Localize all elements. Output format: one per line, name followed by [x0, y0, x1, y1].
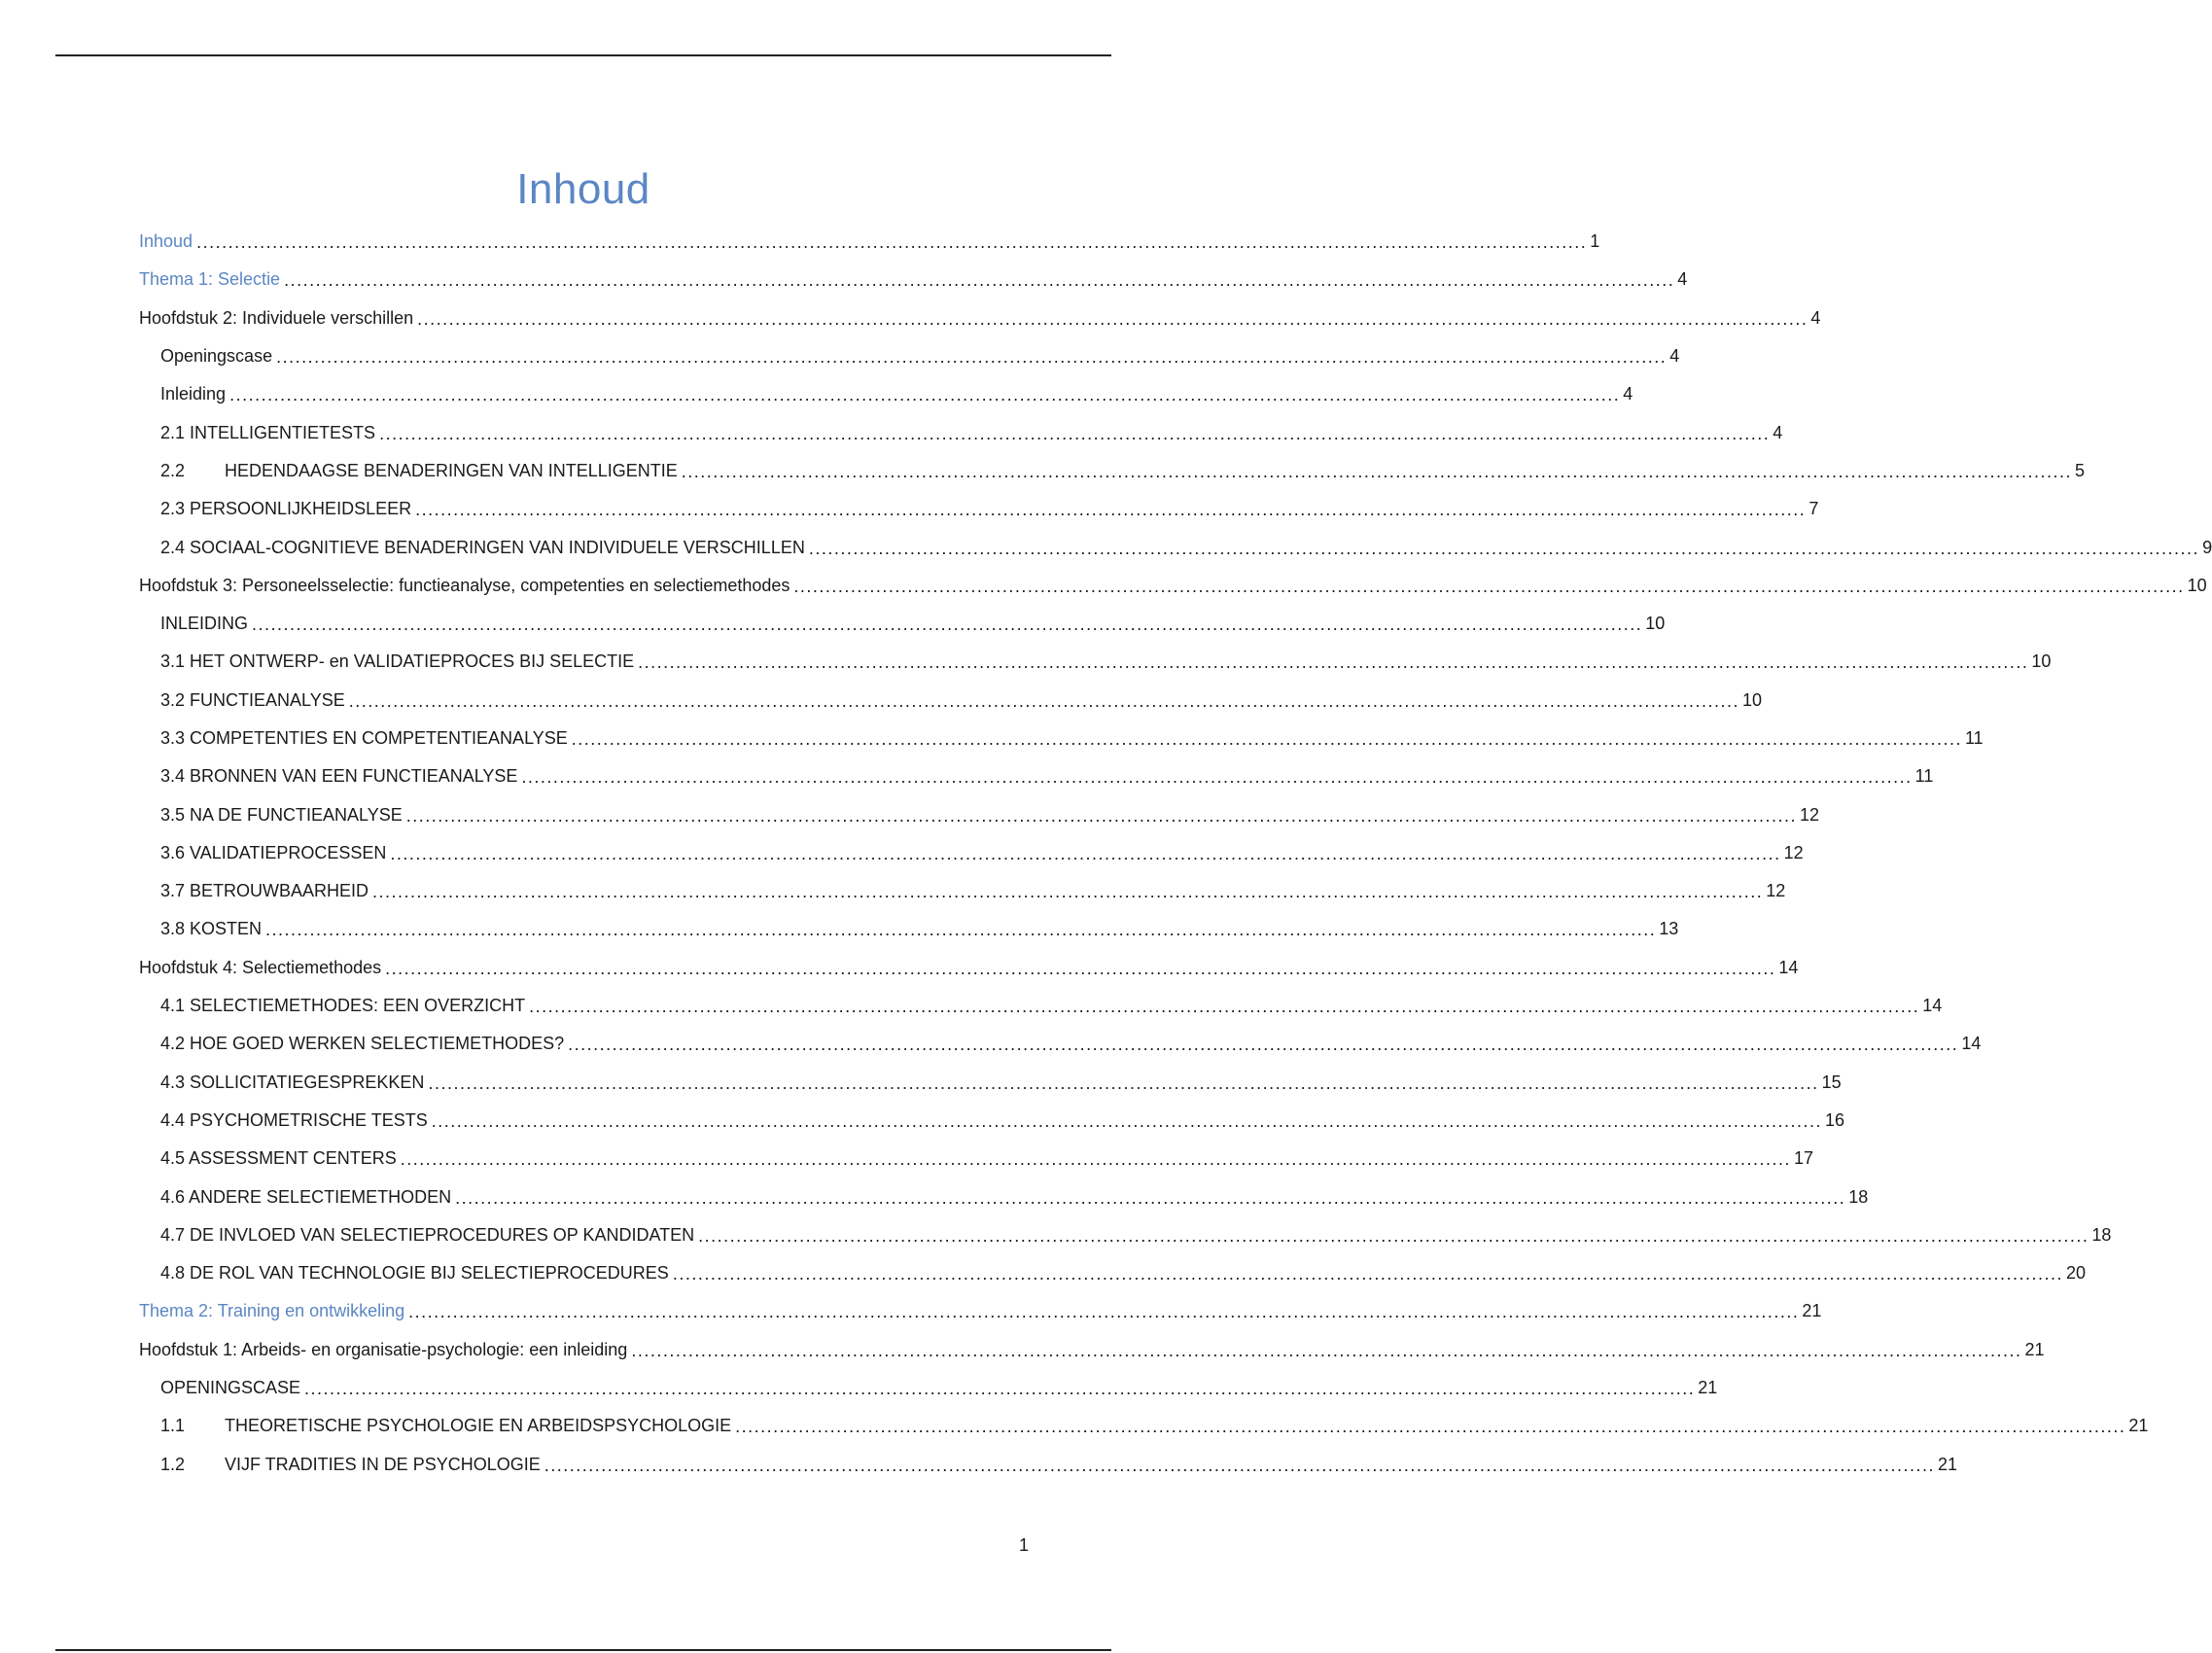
- toc-entry-text: THEORETISCHE PSYCHOLOGIE EN ARBEIDSPSYCHOLOGIE: [225, 1416, 732, 1436]
- toc-entry[interactable]: [139, 720, 1984, 757]
- toc-entry-text: Hoofdstuk 2: Individuele verschillen: [139, 307, 414, 328]
- toc-entry-label: [160, 651, 634, 672]
- toc-entry[interactable]: [139, 261, 1688, 299]
- toc-entry-page: 21: [2128, 1416, 2149, 1436]
- dot-leader: ............................................................................................................................................................................................................................: [631, 1340, 2022, 1360]
- toc-entry[interactable]: [139, 643, 2052, 681]
- toc-entry-text: 4.1 SELECTIEMETHODES: EEN OVERZICHT: [160, 996, 526, 1016]
- dot-leader: ............................................................................................................................................................................................................................: [385, 958, 1776, 978]
- toc-entry-label: [160, 690, 345, 711]
- toc-entry-page: 21: [1802, 1301, 1822, 1321]
- toc-entry[interactable]: [139, 1254, 2087, 1292]
- toc-entry-text: 4.4 PSYCHOMETRISCHE TESTS: [160, 1109, 428, 1130]
- toc-entry[interactable]: [139, 1407, 2149, 1445]
- dot-leader: ............................................................................................................................................................................................................................: [265, 920, 1657, 940]
- toc-entry-page: 11: [1914, 766, 1934, 787]
- toc-entry-page: 4: [1623, 384, 1633, 404]
- dot-leader: ............................................................................................................................................................................................................................: [521, 767, 1913, 788]
- toc-entry[interactable]: [139, 757, 1934, 795]
- toc-entry-page: 17: [1793, 1148, 1813, 1169]
- toc-entry-text: 3.4 BRONNEN VAN EEN FUNCTIEANALYSE: [160, 766, 518, 787]
- toc-entry-text: Thema 1: Selectie: [139, 269, 281, 290]
- table-of-contents: [139, 223, 2212, 1484]
- toc-entry[interactable]: [139, 490, 1819, 528]
- toc-entry-label: [160, 1034, 564, 1054]
- dot-leader: ............................................................................................................................................................................................................................: [428, 1073, 1819, 1093]
- page-title: Inhoud: [516, 165, 650, 213]
- toc-entry-text: 4.6 ANDERE SELECTIEMETHODEN: [160, 1186, 452, 1207]
- dot-leader: ............................................................................................................................................................................................................................: [568, 1035, 1959, 1055]
- dot-leader: ............................................................................................................................................................................................................................: [698, 1225, 2089, 1246]
- toc-entry-page: 9: [2202, 537, 2212, 557]
- toc-entry-text: INLEIDING: [160, 614, 249, 634]
- dot-leader: ............................................................................................................................................................................................................................: [455, 1187, 1846, 1208]
- toc-entry-text: VIJF TRADITIES IN DE PSYCHOLOGIE: [225, 1454, 541, 1474]
- toc-entry-page: 14: [1922, 996, 1943, 1016]
- toc-entry-label: [139, 231, 193, 252]
- dot-leader: ............................................................................................................................................................................................................................: [793, 576, 2185, 596]
- toc-entry-page: 21: [1698, 1378, 1718, 1398]
- dot-leader: ............................................................................................................................................................................................................................: [672, 1264, 2064, 1284]
- dot-leader: ............................................................................................................................................................................................................................: [276, 347, 1668, 368]
- toc-entry-page: 10: [2187, 575, 2207, 595]
- toc-entry-page: 5: [2075, 460, 2086, 480]
- dot-leader: ............................................................................................................................................................................................................................: [431, 1110, 1822, 1131]
- toc-entry-label: [160, 1263, 669, 1284]
- toc-entry[interactable]: [139, 1369, 1718, 1407]
- toc-entry[interactable]: [139, 1140, 1813, 1178]
- toc-entry-page: 11: [1964, 728, 1984, 748]
- toc-entry-text: 2.1 INTELLIGENTIETESTS: [160, 422, 376, 442]
- toc-entry-label: [160, 1110, 428, 1131]
- toc-entry-label: [160, 1148, 397, 1169]
- toc-entry-page: 4: [1810, 307, 1821, 328]
- dot-leader: ............................................................................................................................................................................................................................: [390, 843, 1781, 863]
- toc-entry-page: 21: [2024, 1339, 2045, 1359]
- dot-leader: ............................................................................................................................................................................................................................: [304, 1379, 1696, 1399]
- toc-entry-text: OPENINGSCASE: [160, 1378, 301, 1398]
- toc-entry[interactable]: [139, 567, 2207, 605]
- toc-entry-label: [160, 384, 226, 404]
- toc-entry[interactable]: [139, 1292, 1822, 1330]
- toc-entry[interactable]: [139, 1178, 1869, 1215]
- toc-entry-page: 18: [1848, 1186, 1869, 1207]
- toc-entry[interactable]: [139, 299, 1821, 337]
- toc-entry-label: [139, 269, 280, 290]
- toc-entry-page: 10: [1645, 614, 1666, 634]
- dot-leader: ............................................................................................................................................................................................................................: [252, 615, 1643, 635]
- toc-entry-label: [160, 1225, 694, 1246]
- toc-entry-label: [160, 805, 403, 826]
- toc-entry-text: 3.5 NA DE FUNCTIEANALYSE: [160, 804, 403, 825]
- toc-entry-label: [160, 1455, 541, 1475]
- toc-entry-label: [160, 919, 262, 939]
- footer-rule: [55, 1649, 1111, 1651]
- toc-entry-label: [160, 346, 272, 367]
- toc-entry-label: [160, 1073, 424, 1093]
- dot-leader: ............................................................................................................................................................................................................................: [681, 461, 2072, 481]
- toc-entry-page: 10: [1741, 689, 1762, 710]
- toc-entry[interactable]: [139, 413, 1783, 451]
- toc-entry[interactable]: [139, 987, 1943, 1025]
- toc-entry-text: Thema 2: Training en ontwikkeling: [139, 1301, 405, 1321]
- toc-entry-text: Hoofdstuk 3: Personeelsselectie: functieanalyse, competenties en selectiemethodes: [139, 575, 790, 595]
- toc-entry-text: 3.3 COMPETENTIES EN COMPETENTIEANALYSE: [160, 728, 568, 748]
- dot-leader: ............................................................................................................................................................................................................................: [417, 308, 1808, 329]
- toc-entry-text: Hoofdstuk 1: Arbeids- en organisatie-psychologie: een inleiding: [139, 1339, 628, 1359]
- toc-entry[interactable]: [139, 910, 1679, 948]
- toc-entry-page: 12: [1783, 842, 1804, 862]
- toc-entry-text: 3.8 KOSTEN: [160, 919, 263, 939]
- toc-entry-text: 3.6 VALIDATIEPROCESSEN: [160, 842, 387, 862]
- toc-entry[interactable]: [139, 528, 2212, 566]
- dot-leader: ............................................................................................................................................................................................................................: [735, 1417, 2126, 1437]
- toc-entry-label: [139, 1301, 404, 1321]
- toc-entry[interactable]: [139, 375, 1633, 413]
- toc-entry-label: [160, 881, 369, 901]
- toc-entry[interactable]: [139, 605, 1666, 643]
- dot-leader: ............................................................................................................................................................................................................................: [379, 423, 1771, 443]
- toc-entry-page: 7: [1808, 499, 1819, 519]
- toc-entry[interactable]: [139, 223, 1600, 261]
- toc-entry-text: HEDENDAAGSE BENADERINGEN VAN INTELLIGENTIE: [225, 460, 678, 480]
- toc-entry[interactable]: [139, 872, 1786, 910]
- dot-leader: ............................................................................................................................................................................................................................: [638, 652, 2029, 673]
- header-rule: [55, 54, 1111, 56]
- toc-entry-label: [160, 614, 248, 634]
- toc-entry-page: 12: [1766, 881, 1786, 901]
- toc-entry-label: [160, 1378, 300, 1398]
- dot-leader: ............................................................................................................................................................................................................................: [372, 882, 1764, 902]
- page-number: 1: [1018, 1535, 1029, 1555]
- toc-entry[interactable]: [139, 1025, 1982, 1063]
- toc-entry-label: [160, 423, 375, 443]
- dot-leader: ............................................................................................................................................................................................................................: [544, 1455, 1935, 1475]
- dot-leader: ............................................................................................................................................................................................................................: [284, 270, 1675, 291]
- toc-entry-number: 1.2: [160, 1454, 186, 1474]
- toc-entry-number: 1.1: [160, 1416, 186, 1436]
- toc-entry-page: 15: [1821, 1072, 1842, 1092]
- toc-entry-label: [139, 308, 413, 329]
- toc-entry[interactable]: [139, 795, 1819, 833]
- toc-entry[interactable]: [139, 452, 2086, 490]
- toc-entry-text: Openingscase: [160, 346, 273, 367]
- dot-leader: ............................................................................................................................................................................................................................: [415, 500, 1807, 520]
- toc-entry-page: 4: [1669, 346, 1680, 367]
- toc-entry-label: [160, 766, 517, 787]
- toc-entry-label: [160, 499, 411, 519]
- toc-entry-text: 2.3 PERSOONLIJKHEIDSLEER: [160, 499, 412, 519]
- toc-entry-text: 4.3 SOLLICITATIEGESPREKKEN: [160, 1072, 425, 1092]
- toc-entry[interactable]: [139, 337, 1680, 375]
- toc-entry-text: 4.7 DE INVLOED VAN SELECTIEPROCEDURES OP KANDIDATEN: [160, 1224, 695, 1245]
- toc-entry-label: [160, 728, 568, 749]
- toc-entry[interactable]: [139, 949, 1799, 987]
- toc-entry-page: 4: [1773, 422, 1783, 442]
- toc-entry-label: [139, 1340, 627, 1360]
- toc-entry-text: Inleiding: [160, 384, 227, 404]
- toc-entry[interactable]: [139, 1446, 1957, 1484]
- toc-entry-number: 2.2: [160, 460, 186, 480]
- dot-leader: ............................................................................................................................................................................................................................: [529, 997, 1920, 1017]
- toc-entry-page: 12: [1799, 804, 1819, 825]
- toc-entry-page: 13: [1659, 919, 1679, 939]
- toc-entry-label: [139, 576, 790, 596]
- toc-entry-page: 16: [1824, 1109, 1844, 1130]
- toc-entry-page: 1: [1590, 231, 1600, 252]
- toc-entry-text: 4.5 ASSESSMENT CENTERS: [160, 1148, 397, 1169]
- toc-entry-page: 18: [2091, 1224, 2112, 1245]
- toc-entry[interactable]: [139, 682, 1762, 720]
- toc-entry-page: 14: [1961, 1034, 1982, 1054]
- toc-entry-label: [160, 538, 805, 558]
- toc-entry-label: [160, 1416, 731, 1436]
- toc-entry-text: 4.2 HOE GOED WERKEN SELECTIEMETHODES?: [160, 1034, 565, 1054]
- dot-leader: ............................................................................................................................................................................................................................: [808, 538, 2200, 558]
- toc-entry-page: 21: [1937, 1454, 1957, 1474]
- toc-entry-label: [160, 843, 386, 863]
- toc-entry-text: 3.1 HET ONTWERP- en VALIDATIEPROCES BIJ SELECTIE: [160, 651, 635, 672]
- toc-entry-text: Hoofdstuk 4: Selectiemethodes: [139, 957, 382, 977]
- toc-entry-text: 2.4 SOCIAAL-COGNITIEVE BENADERINGEN VAN INDIVIDUELE VERSCHILLEN: [160, 537, 805, 557]
- toc-entry-label: [160, 1187, 451, 1208]
- dot-leader: ............................................................................................................................................................................................................................: [571, 729, 1962, 749]
- toc-entry[interactable]: [139, 1102, 1844, 1140]
- dot-leader: ............................................................................................................................................................................................................................: [229, 385, 1621, 405]
- toc-entry[interactable]: [139, 1331, 2045, 1369]
- dot-leader: ............................................................................................................................................................................................................................: [408, 1302, 1800, 1322]
- toc-entry-label: [160, 461, 678, 481]
- toc-entry-label: [139, 958, 381, 978]
- toc-entry-text: 3.2 FUNCTIEANALYSE: [160, 689, 345, 710]
- toc-entry-page: 20: [2066, 1263, 2087, 1284]
- toc-entry[interactable]: [139, 1064, 1842, 1102]
- toc-entry-text: 4.8 DE ROL VAN TECHNOLOGIE BIJ SELECTIEPROCEDURES: [160, 1263, 669, 1284]
- toc-entry[interactable]: [139, 834, 1804, 872]
- dot-leader: ............................................................................................................................................................................................................................: [348, 690, 1739, 711]
- toc-entry-label: [160, 996, 525, 1016]
- toc-entry-text: 3.7 BETROUWBAARHEID: [160, 881, 369, 901]
- toc-entry[interactable]: [139, 1216, 2112, 1254]
- dot-leader: ............................................................................................................................................................................................................................: [400, 1149, 1791, 1170]
- dot-leader: ............................................................................................................................................................................................................................: [405, 805, 1797, 826]
- toc-entry-text: Inhoud: [139, 231, 193, 252]
- toc-entry-page: 14: [1778, 957, 1799, 977]
- toc-entry-page: 10: [2031, 651, 2052, 672]
- toc-entry-page: 4: [1677, 269, 1688, 290]
- dot-leader: ............................................................................................................................................................................................................................: [196, 232, 1588, 253]
